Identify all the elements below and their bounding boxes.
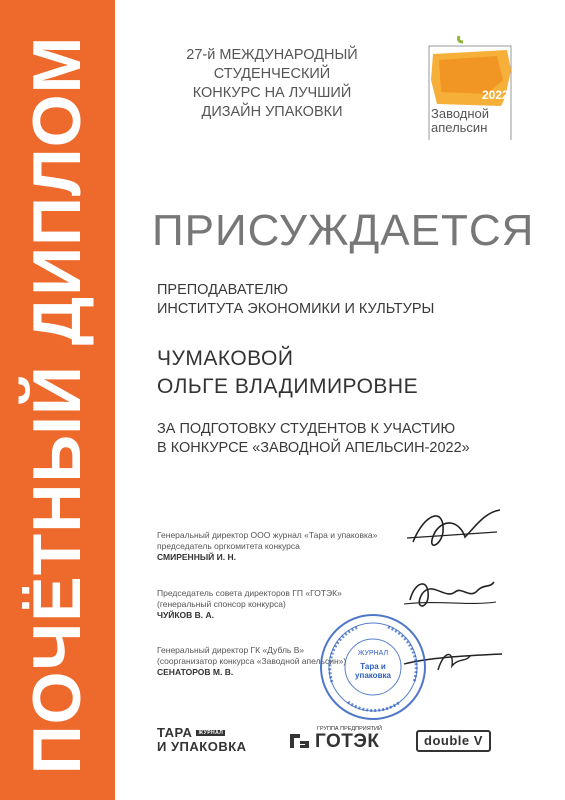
signatory-title: (соорганизатор конкурса «Заводной апельсин») <box>157 656 347 666</box>
diploma-title: ПОЧЁТНЫЙ ДИПЛОМ <box>19 35 95 775</box>
awarded-heading: ПРИСУЖДАЕТСЯ <box>152 206 535 255</box>
award-reason <box>157 420 470 458</box>
contest-logo <box>427 30 527 140</box>
contest-title <box>152 46 392 122</box>
double-v-logo-text: double V <box>416 730 491 752</box>
recipient-name-line: ОЛЬГЕ ВЛАДИМИРОВНЕ <box>157 375 419 398</box>
stamp-top-text: ЖУРНАЛ <box>357 650 389 657</box>
gotek-emblem-icon <box>287 730 313 752</box>
recipient-role-line: ИНСТИТУТА ЭКОНОМИКИ И КУЛЬТУРЫ <box>157 301 435 317</box>
gotek-logo-small: ГРУППА ПРЕДПРИЯТИЙ <box>317 726 382 732</box>
signatory-name: СЕНАТОРОВ М. В. <box>157 667 234 677</box>
award-reason-line: ЗА ПОДГОТОВКУ СТУДЕНТОВ К УЧАСТИЮ <box>157 421 456 437</box>
signatory-title: Генеральный директор ГК «Дубль В» <box>157 645 305 655</box>
logo-year: 2022 <box>482 88 509 102</box>
orange-side-band <box>0 0 115 800</box>
signature-icon <box>405 502 505 560</box>
signatory-title: председатель оргкомитета конкурса <box>157 541 300 551</box>
contest-title-line: 27-й МЕЖДУНАРОДНЫЙ <box>186 47 358 63</box>
signatory-title: Председатель совета директоров ГП «ГОТЭК» <box>157 588 342 598</box>
gotek-logo-text: ГОТЭК <box>315 731 380 752</box>
logo-line1: Заводной <box>431 106 490 121</box>
award-reason-line: В КОНКУРСЕ «ЗАВОДНОЙ АПЕЛЬСИН-2022» <box>157 440 470 456</box>
contest-title-line: КОНКУРС НА ЛУЧШИЙ <box>192 85 352 101</box>
recipient-name-line: ЧУМАКОВОЙ <box>157 347 294 370</box>
tara-logo-small: ЖУРНАЛ <box>198 730 224 736</box>
gotek-logo <box>287 726 382 753</box>
double-v-logo <box>416 726 491 752</box>
recipient-role-line: ПРЕПОДАВАТЕЛЮ <box>157 282 289 298</box>
signatory-block <box>157 588 342 621</box>
signatory-title: (генеральный спонсор конкурса) <box>157 599 286 609</box>
recipient-role <box>157 281 434 319</box>
contest-title-line: ДИЗАЙН УПАКОВКИ <box>201 104 343 120</box>
tara-logo-line2: И УПАКОВКА <box>157 739 247 754</box>
recipient-name <box>157 345 418 401</box>
tara-logo-line1: ТАРА <box>157 725 193 740</box>
logo-line2: апельсин <box>431 120 488 135</box>
contest-title-line: СТУДЕНЧЕСКИЙ <box>213 66 331 82</box>
official-stamp <box>318 612 428 722</box>
stamp-inner-text: Тара и упаковка <box>355 662 391 680</box>
signatory-name: ЧУЙКОВ В. А. <box>157 610 215 620</box>
tara-logo <box>157 726 247 753</box>
logo-text <box>431 107 489 135</box>
signatory-block <box>157 530 377 563</box>
signatory-name: СМИРЕННЫЙ И. Н. <box>157 552 236 562</box>
signatory-title: Генеральный директор ООО журнал «Тара и упаковка» <box>157 530 378 540</box>
